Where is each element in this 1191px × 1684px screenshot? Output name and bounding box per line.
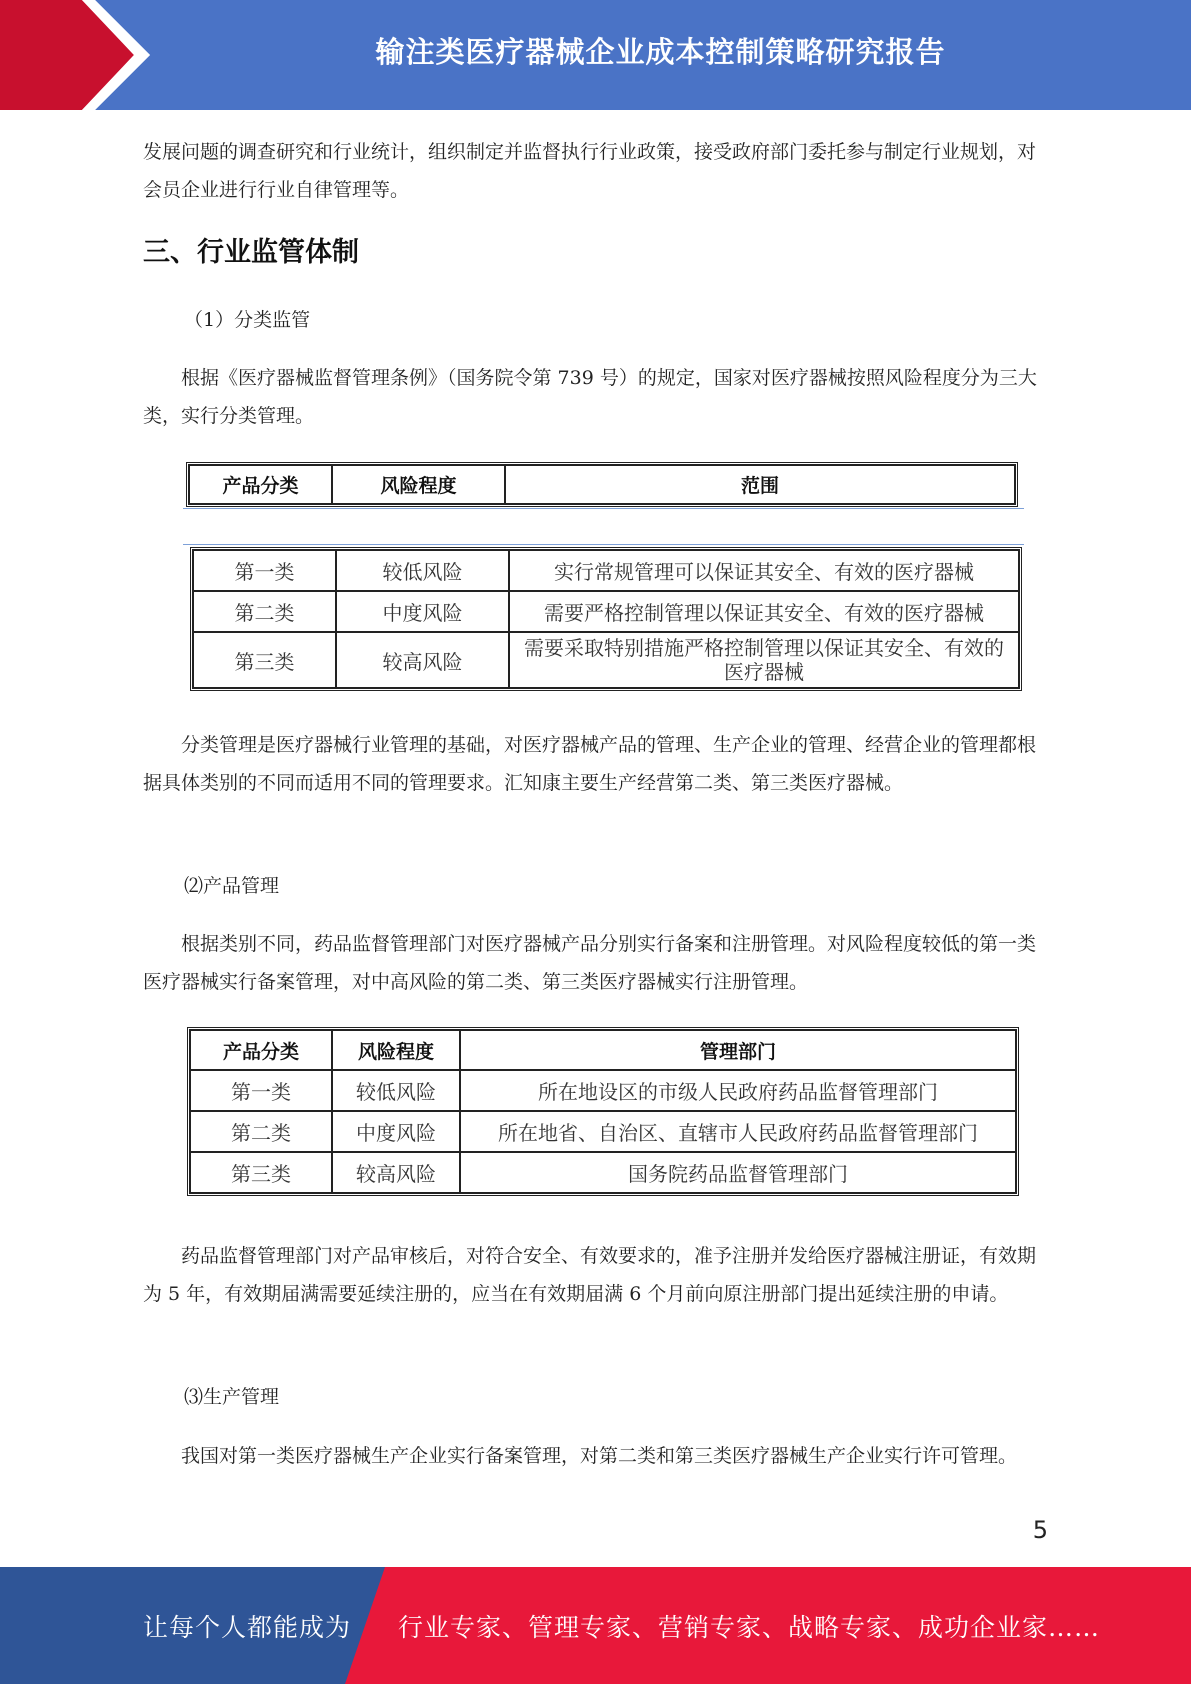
classification-table [190, 547, 1022, 691]
table-cell: 较低风险 [332, 1070, 460, 1111]
table-cell: 中度风险 [332, 1111, 460, 1152]
registration-paragraph: 药品监督管理部门对产品审核后，对符合安全、有效要求的，准予注册并发给医疗器械注册证，有效期为 5 年，有效期届满需要延续注册的，应当在有效期届满 6 个月前向原注册部门提出延续注册的申请。 [143, 1245, 1037, 1305]
header-title: 输注类医疗器械企业成本控制策略研究报告 [375, 34, 946, 69]
management-table [187, 1027, 1019, 1196]
table-row [190, 1152, 1016, 1193]
table-cell: 第三类 [190, 1152, 332, 1193]
table-header-cell: 风险程度 [332, 465, 505, 504]
page-number: 5 [1032, 1516, 1048, 1544]
intro-paragraph: 发展问题的调查研究和行业统计，组织制定并监督执行行业政策，接受政府部门委托参与制定行业规划，对会员企业进行行业自律管理等。 [143, 141, 1037, 201]
table-cell: 较低风险 [336, 550, 509, 591]
subheading-product-management: ⑵产品管理 [184, 875, 280, 897]
table-header-cell: 范围 [505, 465, 1015, 504]
table-cell: 第一类 [193, 550, 336, 591]
table-row [193, 632, 1019, 688]
header-red-chevron [0, 0, 150, 110]
table-row [190, 1070, 1016, 1111]
classification-paragraph: 根据《医疗器械监督管理条例》（国务院令第 739 号）的规定，国家对医疗器械按照风险程度分为三大类，实行分类管理。 [143, 367, 1037, 427]
table-cell: 第三类 [193, 632, 336, 688]
subheading-classification: （1）分类监管 [184, 309, 311, 331]
table-row [193, 550, 1019, 591]
footer-slogan-right: 行业专家、管理专家、营销专家、战略专家、成功企业家…… [398, 1612, 1101, 1642]
product-management-paragraph: 根据类别不同，药品监督管理部门对医疗器械产品分别实行备案和注册管理。对风险程度较低的第一类医疗器械实行备案管理，对中高风险的第二类、第三类医疗器械实行注册管理。 [143, 933, 1037, 993]
production-management-paragraph: 我国对第一类医疗器械生产企业实行备案管理，对第二类和第三类医疗器械生产企业实行许可管理。 [181, 1445, 1018, 1467]
subheading-production-management: ⑶生产管理 [184, 1386, 280, 1408]
table-cell: 较高风险 [336, 632, 509, 688]
footer-slogan-left: 让每个人都能成为 [143, 1612, 352, 1642]
table-header-cell: 产品分类 [189, 465, 332, 504]
table-cell [509, 632, 1019, 688]
table-cell: 国务院药品监督管理部门 [460, 1152, 1016, 1193]
table-cell: 实行常规管理可以保证其安全、有效的医疗器械 [509, 550, 1019, 591]
header-banner [0, 0, 1191, 110]
classification-after-paragraph: 分类管理是医疗器械行业管理的基础，对医疗器械产品的管理、生产企业的管理、经营企业的管理都根据具体类别的不同而适用不同的管理要求。汇知康主要生产经营第二类、第三类医疗器械。 [143, 734, 1037, 794]
classification-table-header [186, 462, 1018, 507]
table-cell: 较高风险 [332, 1152, 460, 1193]
table-rule [183, 508, 1024, 509]
table-cell: 第一类 [190, 1070, 332, 1111]
table-header-cell: 管理部门 [460, 1030, 1016, 1070]
table-cell: 所在地省、自治区、直辖市人民政府药品监督管理部门 [460, 1111, 1016, 1152]
table-header-cell: 产品分类 [190, 1030, 332, 1070]
table-cell-line: 需要采取特别措施严格控制管理以保证其安全、有效的 [524, 636, 1004, 660]
table-cell: 中度风险 [336, 591, 509, 632]
table-header-cell: 风险程度 [332, 1030, 460, 1070]
table-row [190, 1111, 1016, 1152]
table-row [193, 591, 1019, 632]
table-cell-line: 医疗器械 [724, 660, 804, 684]
table-rule [183, 544, 1024, 545]
table-cell: 第二类 [193, 591, 336, 632]
table-cell: 需要严格控制管理以保证其安全、有效的医疗器械 [509, 591, 1019, 632]
table-cell: 第二类 [190, 1111, 332, 1152]
table-cell: 所在地设区的市级人民政府药品监督管理部门 [460, 1070, 1016, 1111]
section-heading: 三、行业监管体制 [143, 237, 359, 268]
table-row [190, 1030, 1016, 1070]
